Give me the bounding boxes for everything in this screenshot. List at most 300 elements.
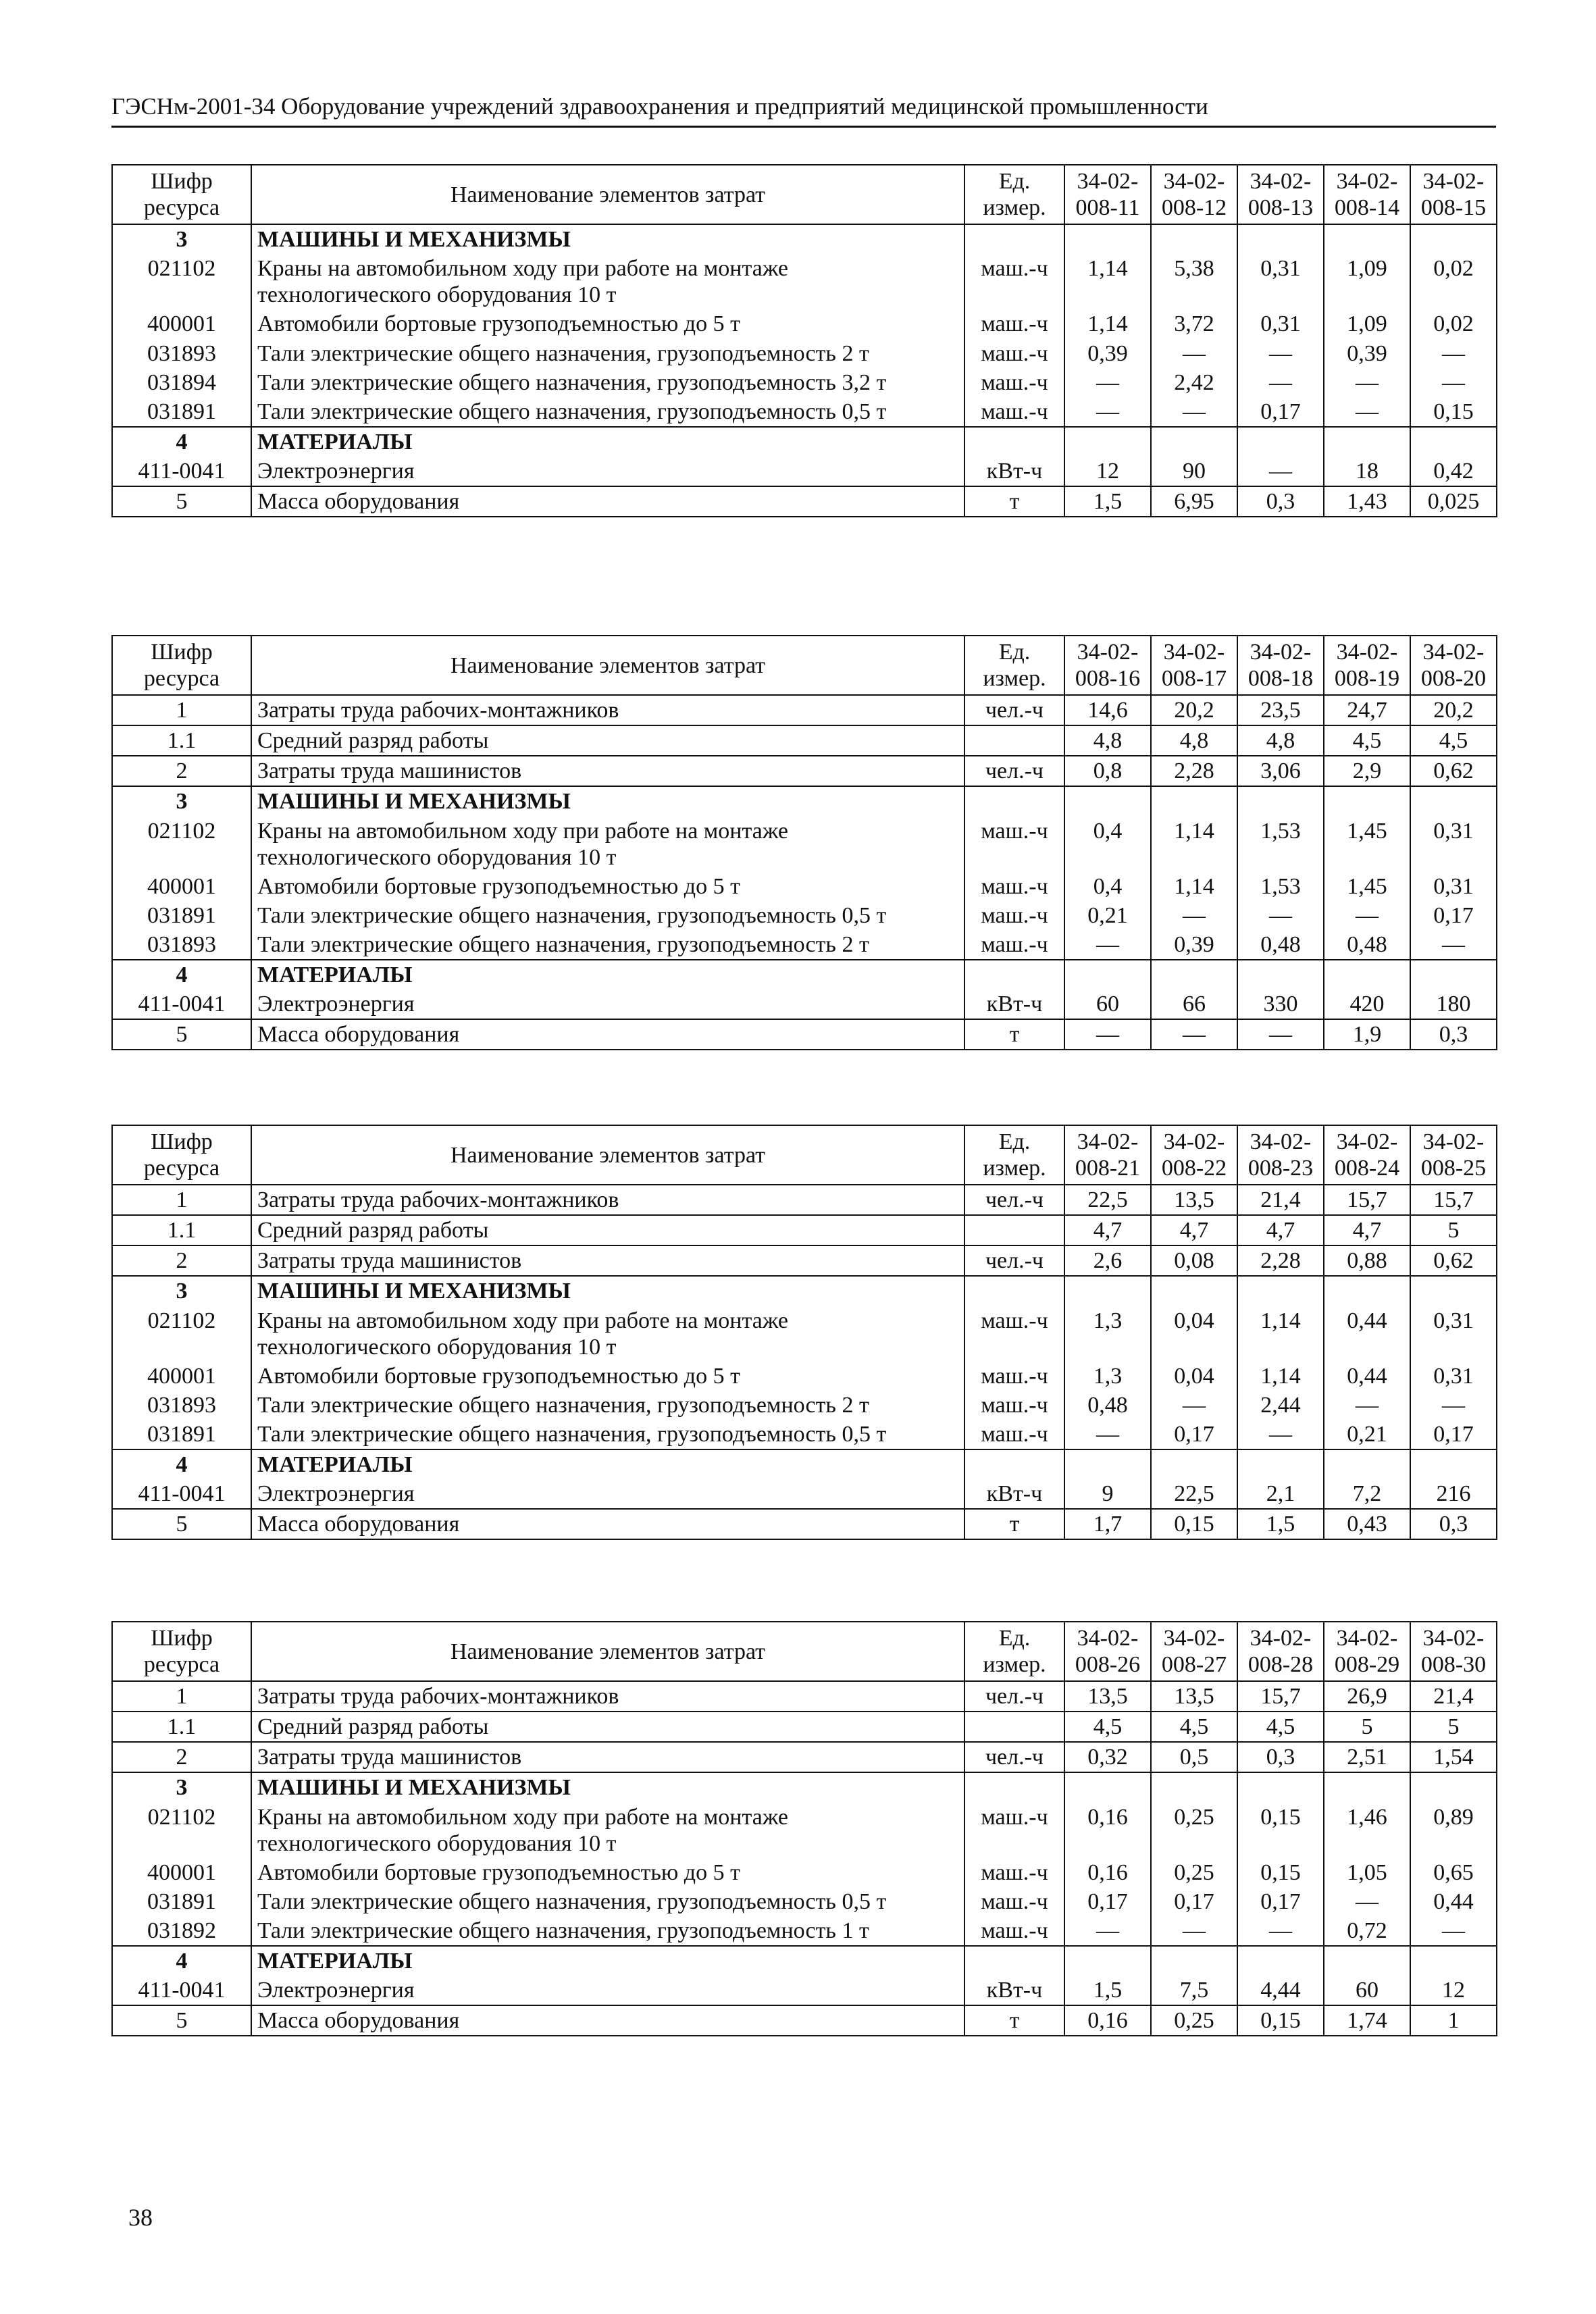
value-cell — [1410, 1946, 1497, 1976]
value-cell: 7,5 — [1151, 1976, 1237, 2005]
value-cell — [1064, 1772, 1151, 1802]
value-cell: 22,5 — [1064, 1185, 1151, 1215]
value-cell — [1151, 1449, 1237, 1479]
resource-code-cell: 5 — [112, 486, 251, 517]
value-cell: 0,3 — [1237, 486, 1324, 517]
resource-code-cell: 3 — [112, 1772, 251, 1802]
value-cell: 0,15 — [1237, 1803, 1324, 1858]
resource-code-cell: 031894 — [112, 368, 251, 397]
value-cell: 60 — [1324, 1976, 1410, 2005]
unit-cell: маш.-ч — [964, 1916, 1064, 1946]
value-cell: 1,05 — [1324, 1858, 1410, 1887]
header-column-code: 34-02- 008-16 — [1064, 636, 1151, 695]
value-cell — [1064, 786, 1151, 816]
table-row — [112, 901, 1497, 930]
table-row — [112, 368, 1497, 397]
cost-element-name-cell: Затраты труда машинистов — [251, 756, 964, 786]
value-cell: 1,3 — [1064, 1362, 1151, 1391]
value-cell: 0,89 — [1410, 1803, 1497, 1858]
cost-element-name-cell: Средний разряд работы — [251, 725, 964, 756]
table-row — [112, 1185, 1497, 1215]
value-cell: 3,06 — [1237, 756, 1324, 786]
value-cell: 0,44 — [1410, 1887, 1497, 1916]
value-cell: 0,15 — [1151, 1509, 1237, 1539]
value-cell: — — [1064, 368, 1151, 397]
header-column-code: 34-02- 008-11 — [1064, 165, 1151, 224]
cost-element-name-cell: МАТЕРИАЛЫ — [251, 1449, 964, 1479]
value-cell: — — [1410, 368, 1497, 397]
value-cell: 24,7 — [1324, 695, 1410, 725]
resource-code-cell: 1 — [112, 1185, 251, 1215]
table-row — [112, 1215, 1497, 1245]
value-cell — [1410, 427, 1497, 457]
resource-code-cell: 021102 — [112, 254, 251, 309]
value-cell: 1,5 — [1064, 1976, 1151, 2005]
value-cell: 90 — [1151, 457, 1237, 486]
value-cell: 1,09 — [1324, 254, 1410, 309]
unit-cell: маш.-ч — [964, 254, 1064, 309]
value-cell: — — [1064, 397, 1151, 427]
header-name-cell: Наименование элементов затрат — [251, 1125, 964, 1185]
unit-cell: маш.-ч — [964, 1803, 1064, 1858]
value-cell: 0,21 — [1324, 1420, 1410, 1449]
header-column-code: 34-02- 008-26 — [1064, 1622, 1151, 1681]
value-cell — [1237, 960, 1324, 989]
header-unit-cell: Ед. измер. — [964, 1622, 1064, 1681]
resource-code-cell: 1.1 — [112, 1712, 251, 1742]
value-cell: 0,3 — [1237, 1742, 1324, 1772]
resource-code-cell: 031891 — [112, 1887, 251, 1916]
resource-code-cell: 2 — [112, 1742, 251, 1772]
header-code-cell: Шифр ресурса — [112, 1125, 251, 1185]
table-row — [112, 1019, 1497, 1050]
value-cell: 1,7 — [1064, 1509, 1151, 1539]
header-column-code: 34-02- 008-20 — [1410, 636, 1497, 695]
value-cell — [1324, 1772, 1410, 1802]
value-cell: 0,31 — [1237, 254, 1324, 309]
resource-code-cell: 021102 — [112, 1306, 251, 1362]
value-cell: 0,48 — [1324, 930, 1410, 960]
value-cell: — — [1064, 1019, 1151, 1050]
value-cell: 216 — [1410, 1479, 1497, 1509]
value-cell: 4,7 — [1324, 1215, 1410, 1245]
resource-code-cell: 5 — [112, 1019, 251, 1050]
table-row — [112, 1245, 1497, 1276]
value-cell: 0,43 — [1324, 1509, 1410, 1539]
value-cell: 1,14 — [1237, 1306, 1324, 1362]
unit-cell: чел.-ч — [964, 1742, 1064, 1772]
header-column-code: 34-02- 008-12 — [1151, 165, 1237, 224]
value-cell: 0,15 — [1237, 2005, 1324, 2036]
cost-element-name-cell: Затраты труда машинистов — [251, 1245, 964, 1276]
value-cell: — — [1237, 339, 1324, 368]
unit-cell: маш.-ч — [964, 817, 1064, 872]
unit-cell — [964, 224, 1064, 254]
resource-code-cell: 5 — [112, 2005, 251, 2036]
table-row — [112, 1306, 1497, 1362]
value-cell — [1237, 427, 1324, 457]
value-cell: 13,5 — [1151, 1681, 1237, 1712]
value-cell: 1,09 — [1324, 309, 1410, 338]
cost-element-name-cell: МАТЕРИАЛЫ — [251, 427, 964, 457]
unit-cell: маш.-ч — [964, 1858, 1064, 1887]
header-column-code: 34-02- 008-29 — [1324, 1622, 1410, 1681]
value-cell: 1,45 — [1324, 872, 1410, 901]
value-cell: 20,2 — [1410, 695, 1497, 725]
value-cell: — — [1151, 1391, 1237, 1420]
table-row — [112, 1772, 1497, 1802]
value-cell: 2,28 — [1151, 756, 1237, 786]
value-cell: 0,17 — [1237, 397, 1324, 427]
resource-code-cell: 1.1 — [112, 725, 251, 756]
value-cell: 4,8 — [1064, 725, 1151, 756]
value-cell: 2,6 — [1064, 1245, 1151, 1276]
table-row — [112, 1420, 1497, 1449]
unit-cell: т — [964, 2005, 1064, 2036]
value-cell: 23,5 — [1237, 695, 1324, 725]
unit-cell: кВт-ч — [964, 457, 1064, 486]
resource-code-cell: 411-0041 — [112, 1976, 251, 2005]
resource-code-cell: 031891 — [112, 901, 251, 930]
unit-cell: кВт-ч — [964, 1976, 1064, 2005]
resource-code-cell: 400001 — [112, 1362, 251, 1391]
value-cell: 0,39 — [1151, 930, 1237, 960]
value-cell: 1,43 — [1324, 486, 1410, 517]
table-header-row — [112, 1622, 1497, 1681]
table-row — [112, 1803, 1497, 1858]
value-cell: 4,7 — [1151, 1215, 1237, 1245]
resource-code-cell: 021102 — [112, 817, 251, 872]
value-cell: 0,44 — [1324, 1306, 1410, 1362]
value-cell — [1151, 1276, 1237, 1306]
value-cell: 1,14 — [1237, 1362, 1324, 1391]
header-column-code: 34-02- 008-25 — [1410, 1125, 1497, 1185]
table-row — [112, 309, 1497, 338]
value-cell — [1151, 1946, 1237, 1976]
value-cell: 420 — [1324, 989, 1410, 1019]
value-cell: 0,48 — [1064, 1391, 1151, 1420]
value-cell — [1324, 224, 1410, 254]
value-cell: — — [1151, 397, 1237, 427]
resource-code-cell: 2 — [112, 1245, 251, 1276]
value-cell: 7,2 — [1324, 1479, 1410, 1509]
table-row — [112, 254, 1497, 309]
value-cell: — — [1237, 901, 1324, 930]
cost-element-name-cell: Тали электрические общего назначения, грузоподъемность 2 т — [251, 1391, 964, 1420]
value-cell: — — [1324, 1887, 1410, 1916]
value-cell: 0,17 — [1237, 1887, 1324, 1916]
value-cell: 0,31 — [1410, 1362, 1497, 1391]
value-cell — [1237, 1946, 1324, 1976]
cost-element-name-cell: МАШИНЫ И МЕХАНИЗМЫ — [251, 224, 964, 254]
cost-element-name-cell: Тали электрические общего назначения, грузоподъемность 1 т — [251, 1916, 964, 1946]
resource-code-cell: 3 — [112, 224, 251, 254]
value-cell — [1324, 786, 1410, 816]
cost-element-name-cell: Масса оборудования — [251, 2005, 964, 2036]
value-cell — [1064, 224, 1151, 254]
cost-element-name-cell: МАШИНЫ И МЕХАНИЗМЫ — [251, 1772, 964, 1802]
resource-code-cell: 1 — [112, 695, 251, 725]
value-cell: — — [1324, 901, 1410, 930]
page-header: ГЭСНм-2001-34 Оборудование учреждений здравоохранения и предприятий медицинской промышленности — [111, 93, 1496, 128]
header-column-code: 34-02- 008-17 — [1151, 636, 1237, 695]
value-cell: 4,5 — [1410, 725, 1497, 756]
value-cell: 2,42 — [1151, 368, 1237, 397]
resource-code-cell: 031893 — [112, 339, 251, 368]
header-column-code: 34-02- 008-22 — [1151, 1125, 1237, 1185]
resource-code-cell: 411-0041 — [112, 989, 251, 1019]
table-row — [112, 224, 1497, 254]
table-row — [112, 1858, 1497, 1887]
value-cell: 0,02 — [1410, 309, 1497, 338]
unit-cell: маш.-ч — [964, 397, 1064, 427]
value-cell: — — [1410, 1916, 1497, 1946]
value-cell: 1,14 — [1151, 817, 1237, 872]
value-cell — [1064, 1276, 1151, 1306]
resource-code-cell: 2 — [112, 756, 251, 786]
unit-cell — [964, 960, 1064, 989]
resource-table-2 — [111, 635, 1497, 1050]
value-cell: 3,72 — [1151, 309, 1237, 338]
resource-code-cell: 031891 — [112, 397, 251, 427]
value-cell: 1,46 — [1324, 1803, 1410, 1858]
value-cell — [1324, 1276, 1410, 1306]
value-cell: 9 — [1064, 1479, 1151, 1509]
value-cell: — — [1324, 397, 1410, 427]
table-row — [112, 427, 1497, 457]
cost-element-name-cell: Электроэнергия — [251, 989, 964, 1019]
value-cell — [1064, 427, 1151, 457]
value-cell: 0,16 — [1064, 1803, 1151, 1858]
value-cell: 0,44 — [1324, 1362, 1410, 1391]
cost-element-name-cell: Масса оборудования — [251, 1019, 964, 1050]
table-row — [112, 1887, 1497, 1916]
resource-code-cell: 4 — [112, 427, 251, 457]
unit-cell: маш.-ч — [964, 339, 1064, 368]
value-cell: 5 — [1410, 1215, 1497, 1245]
table-row — [112, 1391, 1497, 1420]
resource-code-cell: 400001 — [112, 1858, 251, 1887]
value-cell: 0,04 — [1151, 1362, 1237, 1391]
value-cell: 6,95 — [1151, 486, 1237, 517]
value-cell: 0,04 — [1151, 1306, 1237, 1362]
value-cell: 2,1 — [1237, 1479, 1324, 1509]
header-column-code: 34-02- 008-21 — [1064, 1125, 1151, 1185]
unit-cell: чел.-ч — [964, 1245, 1064, 1276]
value-cell: 0,65 — [1410, 1858, 1497, 1887]
cost-element-name-cell: Затраты труда рабочих-монтажников — [251, 1681, 964, 1712]
value-cell: 0,62 — [1410, 756, 1497, 786]
table-row — [112, 1509, 1497, 1539]
value-cell — [1237, 224, 1324, 254]
value-cell: 180 — [1410, 989, 1497, 1019]
value-cell — [1151, 1772, 1237, 1802]
value-cell: 1,14 — [1151, 872, 1237, 901]
value-cell: 0,42 — [1410, 457, 1497, 486]
cost-element-name-cell: Краны на автомобильном ходу при работе на монтаже технологического оборудования 10 т — [251, 1803, 964, 1858]
value-cell: — — [1064, 1916, 1151, 1946]
value-cell: 0,4 — [1064, 872, 1151, 901]
resource-code-cell: 3 — [112, 786, 251, 816]
value-cell: 1 — [1410, 2005, 1497, 2036]
unit-cell — [964, 427, 1064, 457]
value-cell: 1,53 — [1237, 872, 1324, 901]
value-cell: 18 — [1324, 457, 1410, 486]
value-cell: 0,31 — [1237, 309, 1324, 338]
value-cell: — — [1237, 1019, 1324, 1050]
table-row — [112, 1276, 1497, 1306]
header-unit-cell: Ед. измер. — [964, 165, 1064, 224]
value-cell: 26,9 — [1324, 1681, 1410, 1712]
resource-code-cell: 3 — [112, 1276, 251, 1306]
value-cell: 1,5 — [1237, 1509, 1324, 1539]
cost-element-name-cell: Краны на автомобильном ходу при работе на монтаже технологического оборудования 10 т — [251, 817, 964, 872]
value-cell: 2,44 — [1237, 1391, 1324, 1420]
value-cell: — — [1064, 930, 1151, 960]
header-column-code: 34-02- 008-13 — [1237, 165, 1324, 224]
value-cell: — — [1064, 1420, 1151, 1449]
value-cell: 21,4 — [1410, 1681, 1497, 1712]
unit-cell: маш.-ч — [964, 1362, 1064, 1391]
header-column-code: 34-02- 008-28 — [1237, 1622, 1324, 1681]
value-cell: 330 — [1237, 989, 1324, 1019]
value-cell: 0,39 — [1064, 339, 1151, 368]
value-cell: 0,025 — [1410, 486, 1497, 517]
table-row — [112, 817, 1497, 872]
unit-cell: маш.-ч — [964, 930, 1064, 960]
value-cell: 15,7 — [1324, 1185, 1410, 1215]
value-cell: 0,3 — [1410, 1019, 1497, 1050]
table-row — [112, 2005, 1497, 2036]
value-cell — [1064, 1449, 1151, 1479]
unit-cell — [964, 1772, 1064, 1802]
value-cell: 1,54 — [1410, 1742, 1497, 1772]
value-cell: — — [1151, 1019, 1237, 1050]
value-cell: — — [1237, 457, 1324, 486]
cost-element-name-cell: Электроэнергия — [251, 457, 964, 486]
value-cell: 0,62 — [1410, 1245, 1497, 1276]
value-cell: 0,16 — [1064, 1858, 1151, 1887]
value-cell: — — [1237, 1916, 1324, 1946]
value-cell: 13,5 — [1151, 1185, 1237, 1215]
table-row — [112, 397, 1497, 427]
value-cell: 0,48 — [1237, 930, 1324, 960]
cost-element-name-cell: МАШИНЫ И МЕХАНИЗМЫ — [251, 786, 964, 816]
cost-element-name-cell: Средний разряд работы — [251, 1215, 964, 1245]
resource-code-cell: 021102 — [112, 1803, 251, 1858]
value-cell — [1237, 1449, 1324, 1479]
value-cell — [1410, 960, 1497, 989]
value-cell: 2,9 — [1324, 756, 1410, 786]
table-row — [112, 872, 1497, 901]
value-cell — [1324, 427, 1410, 457]
cost-element-name-cell: Тали электрические общего назначения, грузоподъемность 2 т — [251, 930, 964, 960]
value-cell — [1064, 960, 1151, 989]
unit-cell: кВт-ч — [964, 989, 1064, 1019]
value-cell: 20,2 — [1151, 695, 1237, 725]
header-column-code: 34-02- 008-23 — [1237, 1125, 1324, 1185]
header-unit-cell: Ед. измер. — [964, 636, 1064, 695]
header-code-cell: Шифр ресурса — [112, 165, 251, 224]
resource-code-cell: 411-0041 — [112, 457, 251, 486]
table-row — [112, 725, 1497, 756]
value-cell: 1,9 — [1324, 1019, 1410, 1050]
value-cell: 0,8 — [1064, 756, 1151, 786]
unit-cell: маш.-ч — [964, 872, 1064, 901]
value-cell — [1151, 224, 1237, 254]
value-cell: 0,25 — [1151, 2005, 1237, 2036]
value-cell: 2,28 — [1237, 1245, 1324, 1276]
value-cell — [1064, 1946, 1151, 1976]
unit-cell: маш.-ч — [964, 1887, 1064, 1916]
resource-code-cell: 031892 — [112, 1916, 251, 1946]
value-cell: 0,15 — [1410, 397, 1497, 427]
value-cell: 5 — [1410, 1712, 1497, 1742]
value-cell: 1,53 — [1237, 817, 1324, 872]
cost-element-name-cell: Тали электрические общего назначения, грузоподъемность 2 т — [251, 339, 964, 368]
header-column-code: 34-02- 008-27 — [1151, 1622, 1237, 1681]
value-cell: 0,3 — [1410, 1509, 1497, 1539]
value-cell: 4,5 — [1064, 1712, 1151, 1742]
value-cell: 4,8 — [1237, 725, 1324, 756]
cost-element-name-cell: Тали электрические общего назначения, грузоподъемность 0,5 т — [251, 1420, 964, 1449]
value-cell: 0,16 — [1064, 2005, 1151, 2036]
header-column-code: 34-02- 008-15 — [1410, 165, 1497, 224]
cost-element-name-cell: Тали электрические общего назначения, грузоподъемность 0,5 т — [251, 901, 964, 930]
unit-cell — [964, 1276, 1064, 1306]
cost-element-name-cell: Затраты труда машинистов — [251, 1742, 964, 1772]
cost-element-name-cell: Тали электрические общего назначения, грузоподъемность 3,2 т — [251, 368, 964, 397]
table-row — [112, 1712, 1497, 1742]
resource-code-cell: 031891 — [112, 1420, 251, 1449]
page-number: 38 — [128, 2204, 153, 2231]
value-cell: 1,74 — [1324, 2005, 1410, 2036]
resource-code-cell: 4 — [112, 960, 251, 989]
table-row — [112, 756, 1497, 786]
value-cell: 0,4 — [1064, 817, 1151, 872]
value-cell — [1324, 960, 1410, 989]
value-cell: 0,32 — [1064, 1742, 1151, 1772]
value-cell — [1324, 1449, 1410, 1479]
resource-code-cell: 1 — [112, 1681, 251, 1712]
unit-cell: маш.-ч — [964, 1306, 1064, 1362]
resource-code-cell: 400001 — [112, 872, 251, 901]
header-name-cell: Наименование элементов затрат — [251, 1622, 964, 1681]
value-cell: 0,31 — [1410, 817, 1497, 872]
table-row — [112, 1976, 1497, 2005]
value-cell: — — [1324, 368, 1410, 397]
table-header-row — [112, 1125, 1497, 1185]
value-cell: 0,25 — [1151, 1858, 1237, 1887]
cost-element-name-cell: Автомобили бортовые грузоподъемностью до 5 т — [251, 309, 964, 338]
unit-cell: маш.-ч — [964, 309, 1064, 338]
value-cell — [1237, 786, 1324, 816]
header-name-cell: Наименование элементов затрат — [251, 165, 964, 224]
table-row — [112, 930, 1497, 960]
table-row — [112, 1946, 1497, 1976]
value-cell — [1410, 1772, 1497, 1802]
value-cell: 0,21 — [1064, 901, 1151, 930]
resource-code-cell: 4 — [112, 1946, 251, 1976]
value-cell: 1,5 — [1064, 486, 1151, 517]
cost-element-name-cell: Затраты труда рабочих-монтажников — [251, 1185, 964, 1215]
unit-cell: кВт-ч — [964, 1479, 1064, 1509]
value-cell: 0,17 — [1151, 1887, 1237, 1916]
value-cell — [1410, 1276, 1497, 1306]
cost-element-name-cell: Автомобили бортовые грузоподъемностью до 5 т — [251, 872, 964, 901]
resource-table-1 — [111, 164, 1497, 517]
value-cell: — — [1410, 339, 1497, 368]
